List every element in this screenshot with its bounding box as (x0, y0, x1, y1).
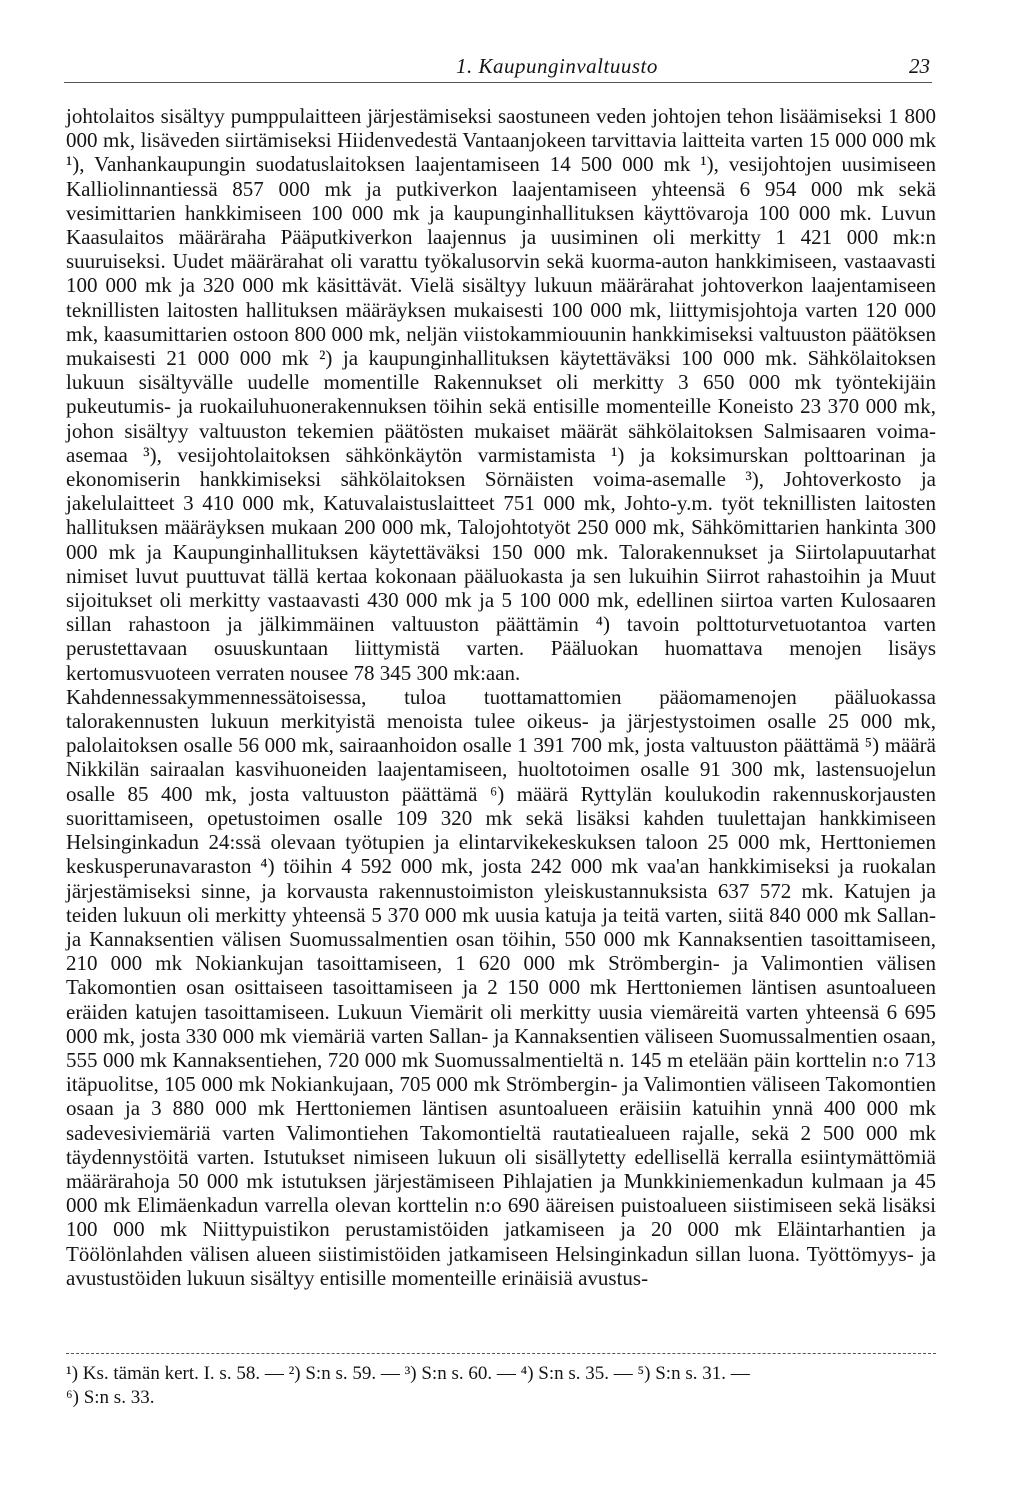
footnotes (66, 1362, 936, 1410)
page-header (64, 52, 932, 83)
paragraph: johtolaitos sisältyy pumppulaitteen järjestämiseksi saostuneen veden johtojen tehon lisäämiseksi 1 800 000 mk, lisäveden siirtämiseksi Hiidenvedestä Vantaanjokeen tarvittavia laitteita varten 15 000 000 mk ¹), Vanhankaupungin suodatuslaitoksen laajentamiseen 14 500 000 mk ¹), vesijohtojen uusimiseen Kalliolinnantiessä 857 000 mk ja putkiverkon laajentamiseen yhteensä 6 954 000 mk sekä vesimittarien hankkimiseen 100 000 mk ja kaupunginhallituksen käyttövaroja 100 000 mk. Luvun Kaasulaitos määräraha Pääputkiverkon laajennus ja uusiminen oli merkitty 1 421 000 mk:n suuruiseksi. Uudet määrärahat oli varattu työkalusorvin sekä kuorma-auton hankkimiseen, vastaavasti 100 000 mk ja 320 000 mk käsittävät. Vielä sisältyy lukuun määrärahat johtoverkon laajentamiseen teknillisten laitosten hallituksen määräyksen mukaisesti 100 000 mk, liittymisjohtoja varten 120 000 mk, kaasumittarien ostoon 800 000 mk, neljän viistokammiouunin hankkimiseksi valtuuston päätöksen mukaisesti 21 000 000 mk ²) ja kaupunginhallituksen käytettäväksi 100 000 mk. Sähkölaitoksen lukuun sisältyvälle uudelle momentille Rakennukset oli merkitty 3 650 000 mk työntekijäin pukeutumis- ja ruokailuhuonerakennuksen töihin sekä entisille momenteille Koneisto 23 370 000 mk, johon sisältyy valtuuston tekemien päätösten mukaiset määrät sähkölaitoksen Salmisaaren voima-asemaa ³), vesijohtolaitoksen sähkönkäytön varmistamista ¹) ja koksimurskan polttoarinan ja ekonomiserin hankkimiseksi sähkölaitoksen Sörnäisten voima-asemalle ³), Johtoverkosto ja jakelulaitteet 3 410 000 mk, Katuvalaistuslaitteet 751 000 mk, Johto-y.m. työt teknillisten laitosten hallituksen määräyksen mukaan 200 000 mk, Talojohtotyöt 250 000 mk, Sähkömittarien hankinta 300 000 mk ja Kaupunginhallituksen käytettäväksi 150 000 mk. Talorakennukset ja Siirtolapuutarhat nimiset luvut puuttuvat tällä kertaa kokonaan pääluokasta ja sen lukuihin Siirrot rahastoihin ja Muut sijoitukset oli merkitty vastaavasti 430 000 mk ja 5 100 000 mk, edellinen siirtoa varten Kulosaaren sillan rahastoon ja jälkimmäinen valtuuston päättämin ⁴) tavoin polttoturvetuotantoa varten perustettavaan osuuskuntaan liittymistä varten. Pääluokan huomattava menojen lisäys kertomusvuoteen verraten nousee 78 345 300 mk:aan. (66, 104, 936, 685)
footnote-line: ⁶) S:n s. 33. (66, 1387, 155, 1408)
page-number: 23 (909, 54, 930, 78)
paragraph: Kahdennessakymmennessätoisessa, tuloa tuottamattomien pääomamenojen pääluokassa talorakennusten lukuun merkityistä menoista tulee oikeus- ja järjestystoimen osalle 25 000 mk, palolaitoksen osalle 56 000 mk, sairaanhoidon osalle 1 391 700 mk, josta valtuuston päättämä ⁵) määrä Nikkilän sairaalan kasvihuoneiden laajentamiseen, huoltotoimen osalle 91 300 mk, lastensuojelun osalle 85 400 mk, josta valtuuston päättämä ⁶) määrä Ryttylän koulukodin rakennuskorjausten suorittamiseen, opetustoimen osalle 109 320 mk sekä lisäksi kahden tuulettajan hankkimiseen Helsinginkadun 24:ssä olevaan työtupien ja elintarvikekeskuksen taloon 25 000 mk, Herttoniemen keskusperunavaraston ⁴) töihin 4 592 000 mk, josta 242 000 mk vaa'an hankkimiseksi ja ruokalan järjestämiseksi sinne, ja korvausta rakennustoimiston yleiskustannuksista 637 572 mk. Katujen ja teiden lukuun oli merkitty yhteensä 5 370 000 mk uusia katuja ja teitä varten, siitä 840 000 mk Sallan- ja Kannaksentien välisen Suomussalmentien osan töihin, 550 000 mk Kannaksentien tasoittamiseen, 210 000 mk Nokiankujan tasoittamiseen, 1 620 000 mk Strömbergin- ja Valimontien välisen Takomontien osan osittaiseen tasoittamiseen ja 2 150 000 mk Herttoniemen läntisen asuntoalueen eräiden katujen tasoittamiseen. Lukuun Viemärit oli merkitty uusia viemäreitä varten yhteensä 6 695 000 mk, josta 330 000 mk viemäriä varten Sallan- ja Kannaksentien väliseen Suomussalmentien osaan, 555 000 mk Kannaksentiehen, 720 000 mk Suomussalmentieltä n. 145 m etelään päin korttelin n:o 713 itäpuolitse, 105 000 mk Nokiankujaan, 705 000 mk Strömbergin- ja Valimontien väliseen Takomontien osaan ja 3 880 000 mk Herttoniemen läntisen asuntoalueen eräisiin katuihin ynnä 400 000 mk sadevesiviemäriä varten Valimontiehen Takomontieltä rautatiealueen rajalle, sekä 2 500 000 mk täydennystöitä varten. Istutukset nimiseen lukuun oli sisällytetty edellisellä kerralla esiintymättömiä määrärahoja 50 000 mk istutuksen järjestämiseen Pihlajatien ja Munkkiniemenkadun kulmaan ja 45 000 mk Elimäenkadun varrella olevan korttelin n:o 690 ääreisen puistoalueen siistimiseen sekä lisäksi 100 000 mk Niittypuistikon perustamistöiden jatkamiseen ja 20 000 mk Eläintarhantien ja Töölönlahden välisen alueen siistimistöiden jatkamiseen Helsinginkadun sillan luona. Työttömyys- ja avustustöiden lukuun sisältyy entisille momenteille erinäisiä avustus- (66, 684, 936, 1290)
footnote-line: ¹) Ks. tämän kert. I. s. 58. — ²) S:n s. 59. — ³) S:n s. 60. — ⁴) S:n s. 35. — ⁵) S:n s. 31. — (66, 1363, 750, 1384)
footnote-divider (66, 1353, 936, 1354)
body-text (66, 104, 936, 1290)
running-title: 1. Kaupunginvaltuusto (456, 54, 658, 78)
